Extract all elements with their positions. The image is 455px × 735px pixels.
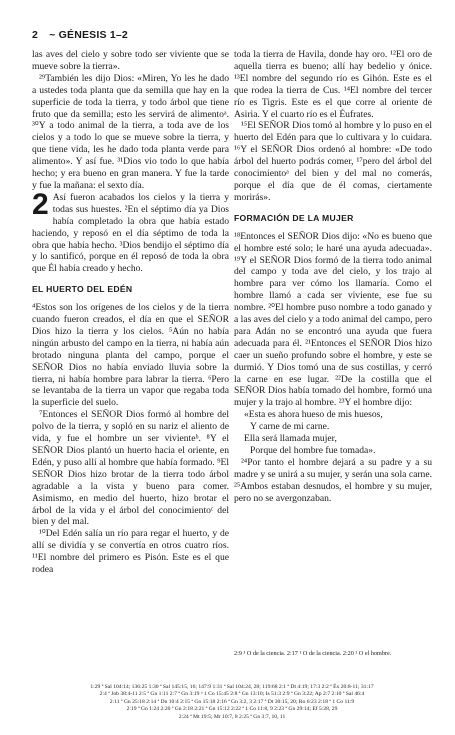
- cross-reference-line: 2:19 ª Gn 1:24 2:20 ª Gn 2:18 2:21 ª Gn 15:12 2:22 ª 1 Co 11:8, 9 2:23 ª Gn 29:14; Ef 5:28, 29: [126, 706, 338, 713]
- paragraph: ⁷Entonces el SEÑOR Dios formó al hombre del polvo de la tierra, y sopló en su nariz el aliento de vida, y fue el hombre un ser vivienteᵇ. ⁸Y el SEÑOR Dios plantó un huerto hacia el oriente, en Edén, y puso allí al hombre que había formado. ⁹El SEÑOR Dios hizo brotar de la tierra todo árbol agradable a la vista y bueno para comer. Asimismo, en medio del huerto, hizo brotar el árbol de la vida y el árbol del conocimientoᶜ del bien y del mal.: [32, 409, 229, 528]
- paragraph: ¹⁵El SEÑOR Dios tomó al hombre y lo puso en el huerto del Edén para que lo cultivara y lo cuidara. ¹⁶Y el SEÑOR Dios ordenó al hombre: «De todo árbol del huerto podrás comer, ¹⁷pero del árbol del conocimientoᵃ del bien y del mal no comerás, porque el día que de él comas, ciertamente morirás».: [234, 120, 432, 203]
- cross-reference-line: 2:11 ª Gn 25:18 2:14 ª Dn 10:4 2:15 ª Gn 15:18 2:16 ª Gn 3:2, 3 2:17 ª Dt 30:15, 20; Ro 6:23 2:18 ª 1 Co 11:9: [109, 698, 355, 705]
- cross-reference-line: 1:29 ª Sal 104:14; 136:25 1:30 ª Sal 145:15, 16; 147:9 1:31 ª Sal 104:24, 28; 119:68 2:1 ª Dt 4:19; 17:3 2:2 ª Éx 20:8-11; 31:17: [90, 684, 374, 690]
- section-heading: EL HUERTO DEL EDÉN: [32, 284, 133, 295]
- poem-line: Ella será llamada mujer,: [244, 433, 337, 445]
- paragraph: ¹⁰Del Edén salía un río para regar el huerto, y de allí se dividía y se convertía en otros cuatro ríos. ¹¹El nombre del primero es Pisón. Este es el que rodea: [32, 528, 229, 576]
- section-heading: FORMACIÓN DE LA MUJER: [234, 212, 354, 223]
- cross-reference-line: 2:24 ª Mt 19:5; Mr 10:7, 8 2:25 ª Gn 3:7, 10, 11: [178, 713, 286, 720]
- paragraph: toda la tierra de Havila, donde hay oro. ¹²El oro de aquella tierra es bueno; allí hay bedelio y ónice. ¹³El nombre del segundo río es Gihón. Este es el que rodea la tierra de Cus. ¹⁴El nombre del tercer río es Tigris. Este es el que corre al oriente de Asiria. Y el cuarto río es el Éufrates.: [234, 49, 432, 120]
- footnotes: 2:9 ¹ O de la ciencia. 2:17 ¹ O de la ciencia. 2:20 ¹ O el hombre.: [234, 650, 392, 657]
- right-column: [234, 49, 432, 505]
- left-column: [32, 49, 229, 576]
- poem-line: «Esta es ahora hueso de mis huesos,: [244, 409, 383, 421]
- poem-line: Porque del hombre fue tomada».: [250, 445, 376, 456]
- cross-reference-line: 2:4 ª Job 38:4-11 2:5 ª Gn 1:11 2:7 ª Gn 3:19 ᵇ 1 Co 15:45 2:8 ª Gn 13:10; Is 51:3 2:9 ª Gn 3:22; Ap 2:7 2:10 ª Sal 46:4: [99, 691, 365, 698]
- running-header: [32, 29, 128, 41]
- paragraph: ⁴Estos son los orígenes de los cielos y de la tierra cuando fueron creados, el día en que el SEÑOR Dios hizo la tierra y los cielos. ⁵Aún no había ningún arbusto del campo en la tierra, ni había aún brotado ninguna planta del campo, porque el SEÑOR Dios no había enviado lluvia sobre la tierra, ni había hombre para labrar la tierra. ⁶Pero se levantaba de la tierra un vapor que regaba toda la superficie del suelo.: [32, 302, 229, 409]
- running-head: ~ GÉNESIS 1–2: [49, 29, 128, 41]
- paragraph: ²⁹También les dijo Dios: «Miren, Yo les he dado a ustedes toda planta que da semilla que hay en la superficie de toda la tierra, y todo árbol que tiene fruto que da semilla; esto les servirá de alimentoᵃ. ³⁰Y a todo animal de la tierra, a toda ave de los cielos y a todo lo que se mueve sobre la tierra, y que tiene vida, les he dado toda planta verde para alimento». Y así fue. ³¹Dios vio todo lo que había hecho; y era bueno en gran manera. Y fue la tarde y fue la mañana: el sexto día.: [32, 72, 229, 191]
- poem-line: Y carne de mi carne.: [250, 421, 330, 433]
- paragraph: ¹⁸Entonces el SEÑOR Dios dijo: «No es bueno que el hombre esté solo; le haré una ayuda adecuada». ¹⁹Y el SEÑOR Dios formó de la tierra todo animal del campo y toda ave del cielo, y los trajo al hombre para ver cómo los llamaría. Como el hombre llamó a cada ser viviente, ese fue su nombre. ²⁰El hombre puso nombre a todo ganado y a las aves del cielo y a todo animal del campo, pero para Adán no se encontró una ayuda que fuera adecuada para él. ²¹Entonces el SEÑOR Dios hizo caer un sueño profundo sobre el hombre, y este se durmió. Y Dios tomó una de sus costillas, y cerró la carne en ese lugar. ²²De la costilla que el SEÑOR Dios había tomado del hombre, formó una mujer y la trajo al hombre. ²³Y el hombre dijo:: [234, 230, 432, 409]
- page-number: 2: [32, 29, 39, 41]
- paragraph: ²⁴Por tanto el hombre dejará a su padre y a su madre y se unirá a su mujer, y serán una sola carne. ²⁵Ambos estaban desnudos, el hombre y su mujer, pero no se avergonzaban.: [234, 456, 432, 504]
- cross-references: [32, 684, 432, 721]
- chapter-number: 2: [32, 187, 49, 221]
- paragraph: las aves del cielo y sobre todo ser viviente que se mueve sobre la tierra».: [32, 49, 229, 72]
- paragraph: Así fueron acabados los cielos y la tierra y todas sus huestes. ²En el séptimo día ya Dios había completado la obra que había estado haciendo, y reposó en el día séptimo de toda la obra que había hecho. ³Dios bendijo el séptimo día y lo santificó, porque en él reposó de toda la obra que Él había creado y hecho.: [32, 191, 229, 275]
- chapter-opening: [32, 187, 229, 275]
